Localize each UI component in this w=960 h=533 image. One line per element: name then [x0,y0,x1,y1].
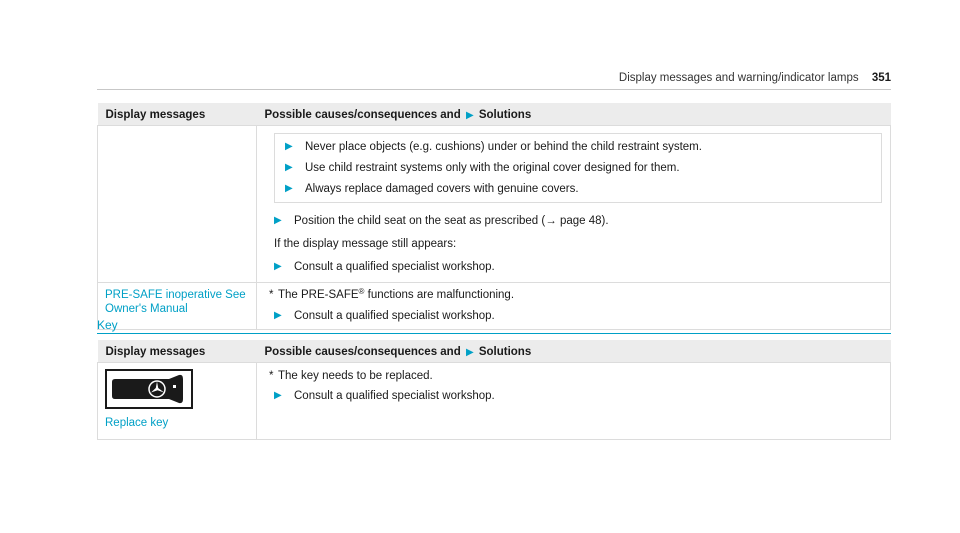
page-number: 351 [871,72,891,84]
message-cell [98,283,257,330]
message-replace-key: Replace key [105,417,169,429]
arrow-icon: ▶ [285,183,293,194]
header-rule [97,89,891,90]
causes-cell [257,363,891,440]
causes-cell [257,126,891,283]
key-section-title: Key [97,318,118,332]
list-item: ▶ Consult a qualified specialist workshop. [274,310,495,322]
table-row [98,126,891,283]
list-item: ▶ Consult a qualified specialist workshop. [274,261,495,273]
header-causes: Possible causes/consequences and ▶ Solutions [257,103,891,126]
message-cell-empty [98,126,257,283]
position-step: ▶ Position the child seat on the seat as prescribed (→ page 48). [274,215,609,227]
running-head [619,72,891,84]
list-item: ▶ Always replace damaged covers with genuine covers. [285,183,579,195]
arrow-icon: ▶ [285,141,293,152]
cause-text: * The key needs to be replaced. [269,370,433,382]
list-item: ▶ Use child restraint systems only with the original cover designed for them. [285,162,680,174]
warning-box [274,133,882,203]
key-messages-table [97,340,891,440]
display-messages-table [97,103,891,330]
arrow-icon: ▶ [274,310,282,321]
asterisk: * [269,289,274,301]
key-section-rule [97,333,891,334]
asterisk: * [269,370,274,382]
header-causes: Possible causes/consequences and ▶ Solutions [257,340,891,363]
key-icon [105,369,193,409]
arrow-icon: ▶ [285,162,293,173]
list-item: ▶ Never place objects (e.g. cushions) under or behind the child restraint system. [285,141,702,153]
table-header-row [98,340,891,363]
message-pre-safe-line2: Owner's Manual [105,303,188,315]
header-display-messages: Display messages [98,103,257,126]
header-display-messages: Display messages [98,340,257,363]
running-head-title: Display messages and warning/indicator lamps [618,72,859,84]
message-cell [98,363,257,440]
page-ref-link[interactable]: page 48). [559,215,609,227]
page-ref-arrow: → [545,215,557,227]
table-row [98,363,891,440]
table-row [98,283,891,330]
causes-cell [257,283,891,330]
arrow-icon: ▶ [274,390,282,401]
arrow-icon: ▶ [274,215,282,226]
message-pre-safe: PRE-SAFE inoperative See [105,289,246,301]
table-header-row [98,103,891,126]
list-item: ▶ Consult a qualified specialist workshop. [274,390,495,402]
cause-text: * The PRE-SAFE® functions are malfunctioning. [269,287,515,301]
solutions-arrow-icon: ▶ [465,109,474,121]
arrow-icon: ▶ [274,261,282,272]
solutions-arrow-icon: ▶ [465,346,474,358]
if-message-text: If the display message still appears: [274,238,457,250]
